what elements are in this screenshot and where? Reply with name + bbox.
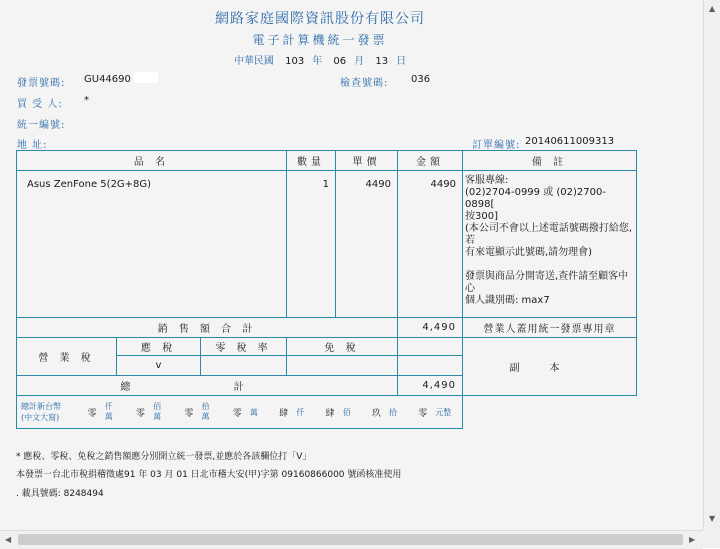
chinese-total-row — [17, 396, 637, 429]
amount-header: 金額 — [398, 151, 463, 171]
scroll-down-icon[interactable]: ▼ — [709, 514, 716, 523]
horizontal-scroll-thumb[interactable] — [18, 534, 683, 545]
redaction-mask — [134, 72, 158, 83]
chinese-unit: 萬 — [249, 407, 258, 417]
table-header-row — [17, 151, 637, 171]
footer-note-1: * 應稅、零稅、免稅之銷售額應分別開立統一發票,並應於各該欄位打「V」 — [16, 452, 312, 462]
chinese-unit: 仟萬 — [104, 402, 113, 421]
chinese-digit: 零 — [232, 408, 242, 419]
scroll-up-icon[interactable]: ▲ — [709, 4, 716, 13]
date-era: 中華民國 — [233, 56, 274, 67]
subtotal-value: 4,490 — [398, 318, 463, 338]
chinese-digits — [77, 402, 462, 422]
invoice-number-label: 發票號碼: — [17, 78, 66, 89]
invoice-table — [16, 150, 637, 429]
note-line: 個人識別碼: max7 — [465, 295, 550, 306]
item-amount: 4490 — [398, 171, 463, 318]
subtotal-row — [17, 318, 637, 338]
empty-cell — [398, 356, 463, 376]
chinese-total-cell — [17, 396, 463, 429]
note-line — [465, 259, 634, 271]
item-name: Asus ZenFone 5(2G+8G) — [17, 171, 287, 318]
note-line: (02)2704-0999 或 (02)2700-0898[ — [465, 187, 606, 210]
exempt-label: 免 稅 — [287, 338, 398, 356]
note-line: 按300] — [465, 211, 498, 222]
chinese-total-label-line: 總計新台幣 — [21, 402, 61, 411]
chinese-digit: 肆 — [279, 408, 289, 419]
buyer-label: 買 受 人: — [17, 99, 63, 110]
empty-cell — [398, 338, 463, 356]
chinese-unit: 元整 — [435, 407, 452, 417]
empty-cell — [287, 356, 398, 376]
chinese-digit-group — [233, 402, 258, 422]
chinese-digit-group — [88, 402, 115, 422]
document-title: 電子計算機統一發票 — [252, 33, 388, 47]
note-line: 發票與商品分開寄送,查件請至顧客中心 — [465, 271, 629, 294]
invoice-date — [0, 52, 640, 67]
year-unit: 年 — [312, 56, 323, 67]
note-header: 備 註 — [463, 151, 637, 171]
date-day: 13 — [375, 56, 389, 67]
item-header: 品 名 — [17, 151, 287, 171]
item-price: 4490 — [336, 171, 398, 318]
vertical-scrollbar[interactable] — [703, 0, 720, 530]
chinese-digit-group — [326, 402, 351, 422]
chinese-total-label — [17, 401, 77, 423]
chinese-digit-group — [136, 402, 163, 422]
scrollbar-corner — [703, 530, 720, 548]
chinese-digit: 零 — [136, 408, 146, 419]
table-row — [17, 171, 637, 318]
total-value: 4,490 — [398, 376, 463, 396]
business-tax-label: 營 業 稅 — [17, 338, 117, 376]
item-qty: 1 — [287, 171, 336, 318]
tax-id-label: 統一編號: — [17, 120, 66, 131]
empty-cell — [201, 356, 287, 376]
chinese-digit-group — [372, 402, 397, 422]
check-number-label: 檢查號碼: — [340, 78, 389, 89]
company-name: 網路家庭國際資訊股份有限公司 — [215, 11, 425, 27]
chinese-unit: 拾 — [388, 407, 397, 417]
note-cell — [463, 171, 637, 318]
chinese-total-label-line: (中文大寫) — [21, 413, 60, 422]
day-unit: 日 — [396, 56, 407, 67]
qty-header: 數量 — [287, 151, 336, 171]
chinese-unit: 佰萬 — [153, 402, 162, 421]
scroll-left-icon[interactable]: ◀ — [5, 535, 12, 544]
tax-header-row — [17, 338, 637, 356]
chinese-digit: 玖 — [371, 408, 381, 419]
order-number-label: 訂單編號: — [472, 140, 521, 151]
chinese-unit: 仟 — [296, 407, 305, 417]
chinese-digit: 零 — [418, 408, 428, 419]
scroll-right-icon[interactable]: ▶ — [689, 535, 696, 544]
chinese-digit-group — [279, 402, 304, 422]
check-number-value: 036 — [411, 74, 431, 85]
zero-rate-label: 零 稅 率 — [201, 338, 287, 356]
footer-note-2: 本發票一台北市稅捐稽徵處91 年 03 月 01 日北市稽大安(甲)字第 09160866000 號函核准使用 — [16, 470, 402, 480]
stamp-label: 營業人蓋用統一發票專用章 — [463, 318, 637, 338]
chinese-digit: 零 — [87, 408, 97, 419]
month-unit: 月 — [354, 56, 365, 67]
copy-mark: 副本 — [463, 338, 637, 396]
chinese-digit-group — [418, 402, 451, 422]
invoice-number-value: GU44690 — [84, 74, 131, 85]
taxable-mark: v — [117, 356, 201, 376]
note-line: 客服專線: — [465, 175, 509, 186]
order-number-value: 20140611009313 — [525, 136, 615, 147]
chinese-unit: 拾萬 — [201, 402, 210, 421]
subtotal-label: 銷 售 額 合 計 — [17, 318, 398, 338]
total-label: 總 計 — [17, 376, 398, 396]
address-label: 地 址: — [17, 140, 48, 151]
chinese-digit: 肆 — [325, 408, 335, 419]
chinese-unit: 佰 — [342, 407, 351, 417]
horizontal-scrollbar[interactable] — [0, 530, 703, 549]
price-header: 單價 — [336, 151, 398, 171]
note-line: (本公司不會以上述電話號碼撥打給您,若 — [465, 223, 633, 246]
chinese-digit-group — [184, 402, 211, 422]
date-month: 06 — [333, 56, 347, 67]
buyer-value: * — [84, 95, 89, 106]
taxable-label: 應 稅 — [117, 338, 201, 356]
note-line: 有來電顯示此號碼,請勿理會) — [465, 247, 593, 258]
footer-carrier-number: . 載具號碼: 8248494 — [16, 489, 104, 499]
date-year: 103 — [285, 56, 305, 67]
chinese-digit: 零 — [184, 408, 194, 419]
